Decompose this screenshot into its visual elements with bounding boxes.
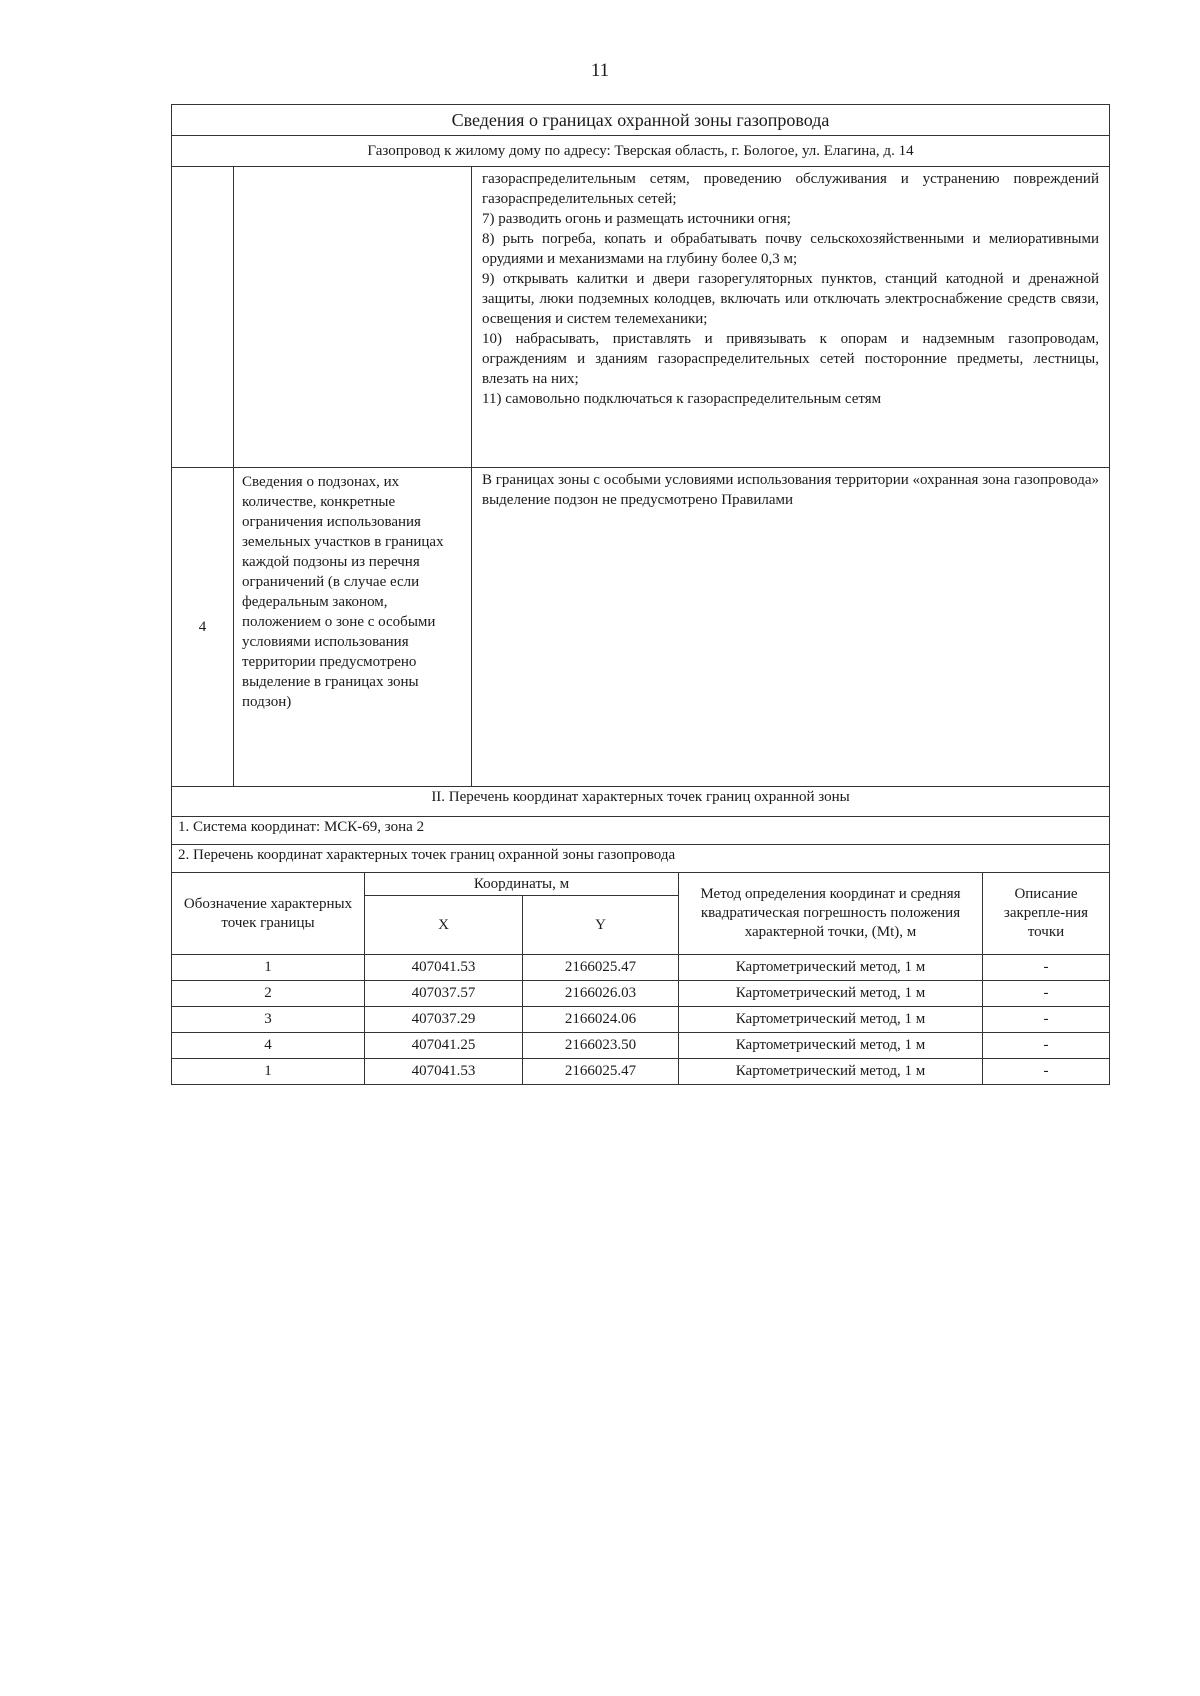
table-row: [172, 1059, 1110, 1085]
point-description: -: [983, 955, 1110, 981]
coord-x: 407037.29: [365, 1007, 523, 1033]
header-y: Y: [523, 896, 679, 955]
coord-x: 407041.53: [365, 1059, 523, 1085]
method: Картометрический метод, 1 м: [679, 1007, 983, 1033]
coordinate-system: 1. Система координат: МСК-69, зона 2: [172, 817, 1110, 845]
point-description: -: [983, 1059, 1110, 1085]
header-x: X: [365, 896, 523, 955]
coord-x: 407041.53: [365, 955, 523, 981]
coord-y: 2166026.03: [523, 981, 679, 1007]
table-row-4: [172, 468, 1110, 787]
row-description: В границах зоны с особыми условиями использования территории «охранная зона газопровода» выделение подзон не предусмотрено Правилами: [472, 468, 1110, 787]
document-subtitle: Газопровод к жилому дому по адресу: Тверская область, г. Бологое, ул. Елагина, д. 14: [172, 136, 1110, 167]
restriction-line: 9) открывать калитки и двери газорегуляторных пунктов, станций катодной и дренажной защиты, люки подземных колодцев, включать или отключать электроснабжение средств связи, освещения и систем телемеханики;: [482, 271, 1099, 327]
table-row: [172, 981, 1110, 1007]
restriction-line: 8) рыть погреба, копать и обрабатывать почву сельскохозяйственными и мелиоративными орудиями и механизмами на глубину более 0,3 м;: [482, 231, 1099, 267]
method: Картометрический метод, 1 м: [679, 955, 983, 981]
coordinates-table: [171, 872, 1110, 1085]
row-name: Сведения о подзонах, их количестве, конкретные ограничения использования земельных участков в границах каждой подзоны из перечня ограничений (в случае если федеральным законом, положением о зоне с особыми условиями использования территории предусмотрено выделение в границах зоны подзон): [234, 468, 472, 787]
table-row: [172, 1007, 1110, 1033]
point-number: 1: [172, 1059, 365, 1085]
zone-info-table: [171, 104, 1110, 873]
point-description: -: [983, 1007, 1110, 1033]
table-row: [172, 955, 1110, 981]
section-title: II. Перечень координат характерных точек границ охранной зоны: [172, 787, 1110, 817]
point-number: 1: [172, 955, 365, 981]
header-description: Описание закрепле-ния точки: [983, 873, 1110, 955]
restriction-line: 7) разводить огонь и размещать источники огня;: [482, 211, 791, 227]
header-point: Обозначение характерных точек границы: [172, 873, 365, 955]
point-description: -: [983, 981, 1110, 1007]
table-row: [172, 1033, 1110, 1059]
restriction-line: газораспределительным сетям, проведению обслуживания и устранению повреждений газораспределительных сетей;: [482, 171, 1099, 207]
coord-x: 407037.57: [365, 981, 523, 1007]
coord-y: 2166024.06: [523, 1007, 679, 1033]
point-number: 3: [172, 1007, 365, 1033]
document-sheet: [171, 104, 1109, 1085]
method: Картометрический метод, 1 м: [679, 1059, 983, 1085]
row-number: 4: [172, 468, 234, 787]
row-description-cell: [472, 167, 1110, 468]
table-row-continued: [172, 167, 1110, 468]
coord-y: 2166025.47: [523, 955, 679, 981]
coordinate-list-title: 2. Перечень координат характерных точек границ охранной зоны газопровода: [172, 845, 1110, 873]
header-method-text: Метод определения координат и средняя квадратическая погрешность положения характерной точки, (Mt), м: [700, 886, 961, 940]
method: Картометрический метод, 1 м: [679, 1033, 983, 1059]
header-method: [679, 873, 983, 955]
coord-y: 2166025.47: [523, 1059, 679, 1085]
point-number: 2: [172, 981, 365, 1007]
page-number: 11: [590, 60, 610, 81]
header-coordinates: Координаты, м: [365, 873, 679, 896]
document-title: Сведения о границах охранной зоны газопровода: [172, 105, 1110, 136]
method: Картометрический метод, 1 м: [679, 981, 983, 1007]
row-name-cell: [234, 167, 472, 468]
point-description: -: [983, 1033, 1110, 1059]
restriction-line: 10) набрасывать, приставлять и привязывать к опорам и надземным газопроводам, ограждениям и зданиям газораспределительных сетей посторонние предметы, лестницы, влезать на них;: [482, 331, 1099, 387]
row-number-cell: [172, 167, 234, 468]
point-number: 4: [172, 1033, 365, 1059]
coord-y: 2166023.50: [523, 1033, 679, 1059]
coord-x: 407041.25: [365, 1033, 523, 1059]
restriction-line: 11) самовольно подключаться к газораспределительным сетям: [482, 391, 882, 407]
